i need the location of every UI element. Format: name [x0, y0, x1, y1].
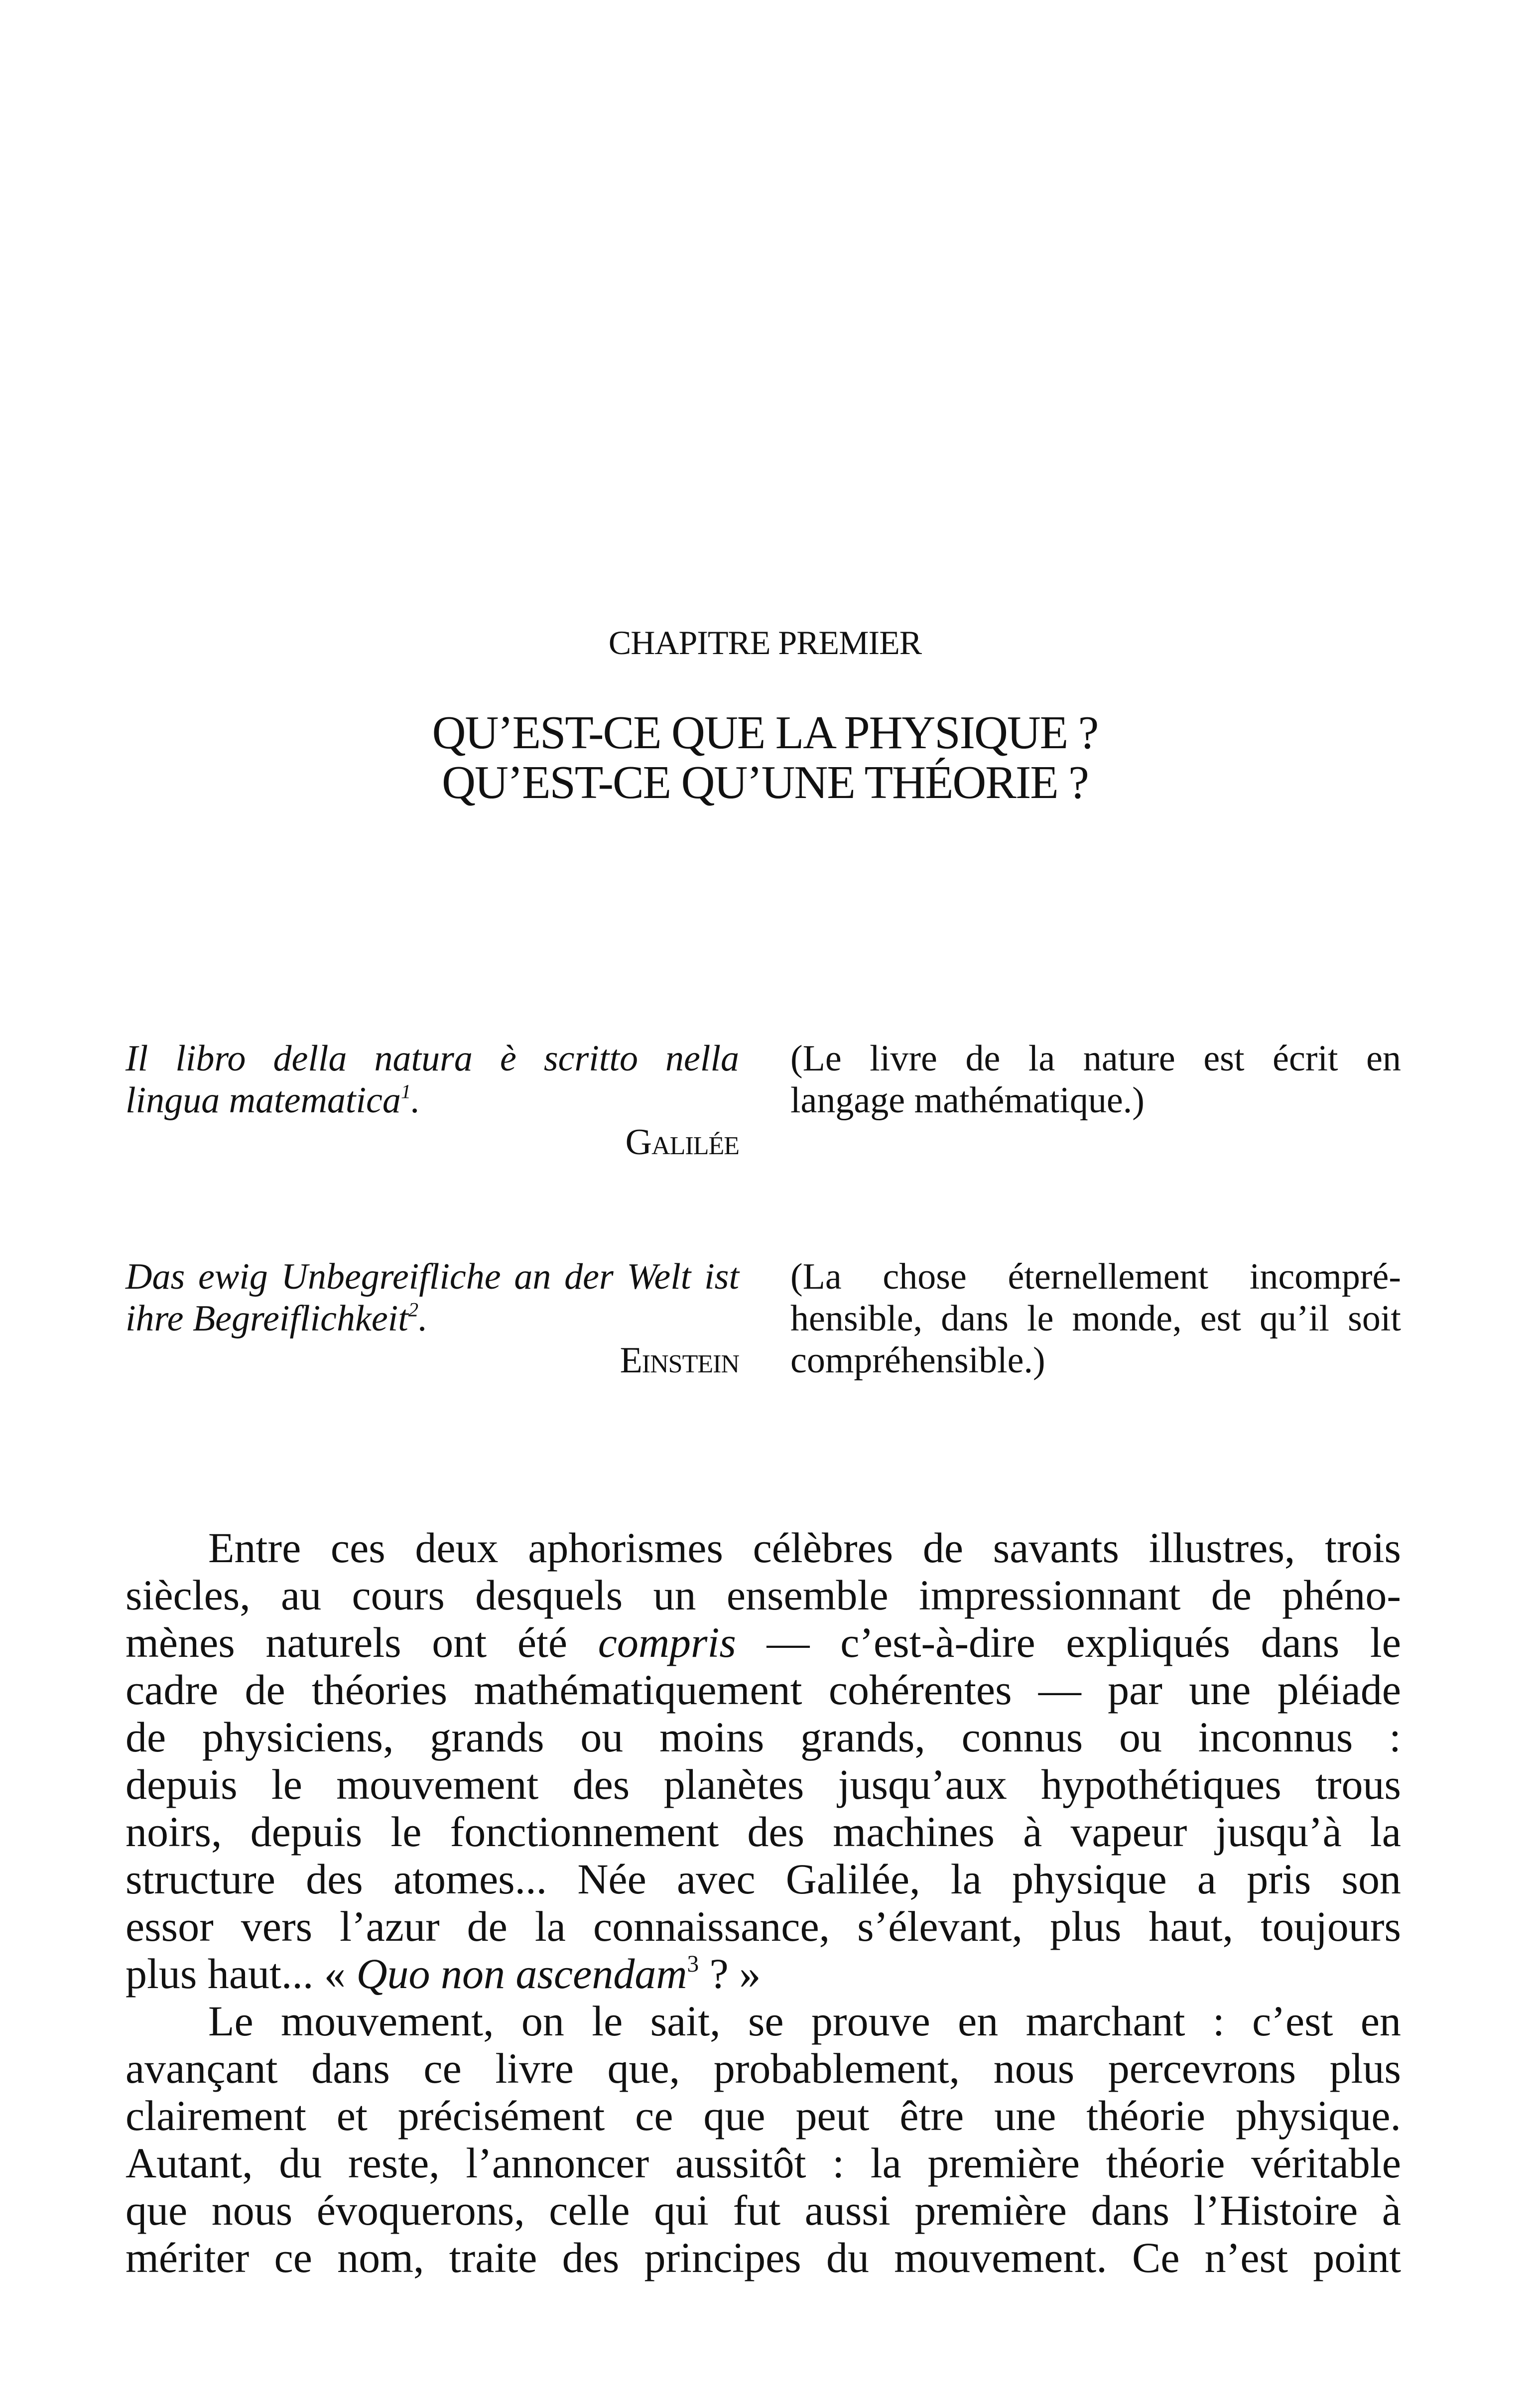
text-span: — c’est-à-dire expliqués dans le — [736, 1618, 1401, 1666]
epigraph-punct: . — [411, 1080, 420, 1121]
body-text — [126, 1524, 1401, 2281]
text-line: Autant, du reste, l’annoncer aussitôt : la première théorie véritable — [126, 2139, 1401, 2187]
paragraph-1 — [126, 1524, 1401, 1998]
chapter-title-line: QU’EST-CE QUE LA PHYSIQUE ? — [432, 707, 1098, 759]
footnote-marker: 3 — [687, 1951, 699, 1977]
epigraph-line: Il libro della natura è scritto nella — [126, 1038, 739, 1079]
text-line: clairement et précisément ce que peut être une théorie physique. — [126, 2092, 1401, 2140]
epigraph-translation-line: hensible, dans le monde, est qu’il soit — [790, 1298, 1401, 1339]
epigraph-line — [126, 1298, 739, 1339]
text-line: cadre de théories mathématiquement cohérentes — par une pléiade — [126, 1666, 1401, 1714]
text-line: Le mouvement, on le sait, se prouve en marchant : c’est en — [208, 1997, 1401, 2045]
text-line: siècles, au cours desquels un ensemble impressionnant de phéno- — [126, 1571, 1401, 1619]
text-line: noirs, depuis le fonctionnement des machines à vapeur jusqu’à la — [126, 1808, 1401, 1856]
epigraph-einstein-original — [126, 1256, 739, 1381]
paragraph-2 — [126, 1998, 1401, 2281]
epigraph-translation-line: langage mathématique.) — [790, 1080, 1145, 1121]
epigraph-galilee-translation — [790, 1038, 1401, 1121]
footnote-marker: 2 — [408, 1298, 419, 1321]
chapter-label: CHAPITRE PREMIER — [608, 624, 922, 662]
epigraph-line: Das ewig Unbegreifliche an der Welt ist — [126, 1256, 739, 1297]
text-line: essor vers l’azur de la connaissance, s’élevant, plus haut, toujours — [126, 1902, 1401, 1950]
emphasis: Quo non ascendam — [356, 1950, 687, 1998]
text-span: plus haut... « — [126, 1950, 357, 1998]
epigraph-author: Einstein — [620, 1340, 739, 1381]
text-line: depuis le mouvement des planètes jusqu’aux hypothétiques trous — [126, 1760, 1401, 1808]
epigraph-author: Galilée — [625, 1122, 739, 1163]
text-line: de physiciens, grands ou moins grands, connus ou inconnus : — [126, 1713, 1401, 1761]
emphasis: compris — [598, 1618, 736, 1666]
chapter-title — [0, 708, 1530, 807]
text-span: ? » — [699, 1950, 761, 1998]
epigraph-text: lingua matematica — [126, 1080, 401, 1121]
text-line — [126, 1619, 1401, 1666]
text-line: que nous évoquerons, celle qui fut aussi première dans l’Histoire à — [126, 2186, 1401, 2234]
epigraph-punct: . — [418, 1298, 428, 1339]
text-line: Entre ces deux aphorismes célèbres de savants illustres, trois — [208, 1524, 1401, 1572]
epigraph-translation-line: (La chose éternellement incompré- — [790, 1256, 1401, 1297]
text-line: mériter ce nom, traite des principes du mouvement. Ce n’est point — [126, 2234, 1401, 2281]
epigraph-text: ihre Begreiflichkeit — [126, 1298, 408, 1339]
epigraph-galilee-original — [126, 1038, 739, 1163]
text-span: mènes naturels ont été — [126, 1618, 598, 1666]
epigraph-line — [126, 1079, 739, 1121]
footnote-marker: 1 — [400, 1080, 411, 1103]
epigraph-einstein-translation — [790, 1256, 1401, 1381]
chapter-title-line: QU’EST-CE QU’UNE THÉORIE ? — [442, 757, 1088, 808]
epigraph-translation-line: (Le livre de la nature est écrit en — [790, 1038, 1401, 1079]
text-line: avançant dans ce livre que, probablement, nous percevrons plus — [126, 2044, 1401, 2092]
text-line: structure des atomes... Née avec Galilée, la physique a pris son — [126, 1855, 1401, 1903]
text-line — [126, 1950, 1401, 1998]
epigraph-translation-line: compréhensible.) — [790, 1340, 1045, 1381]
